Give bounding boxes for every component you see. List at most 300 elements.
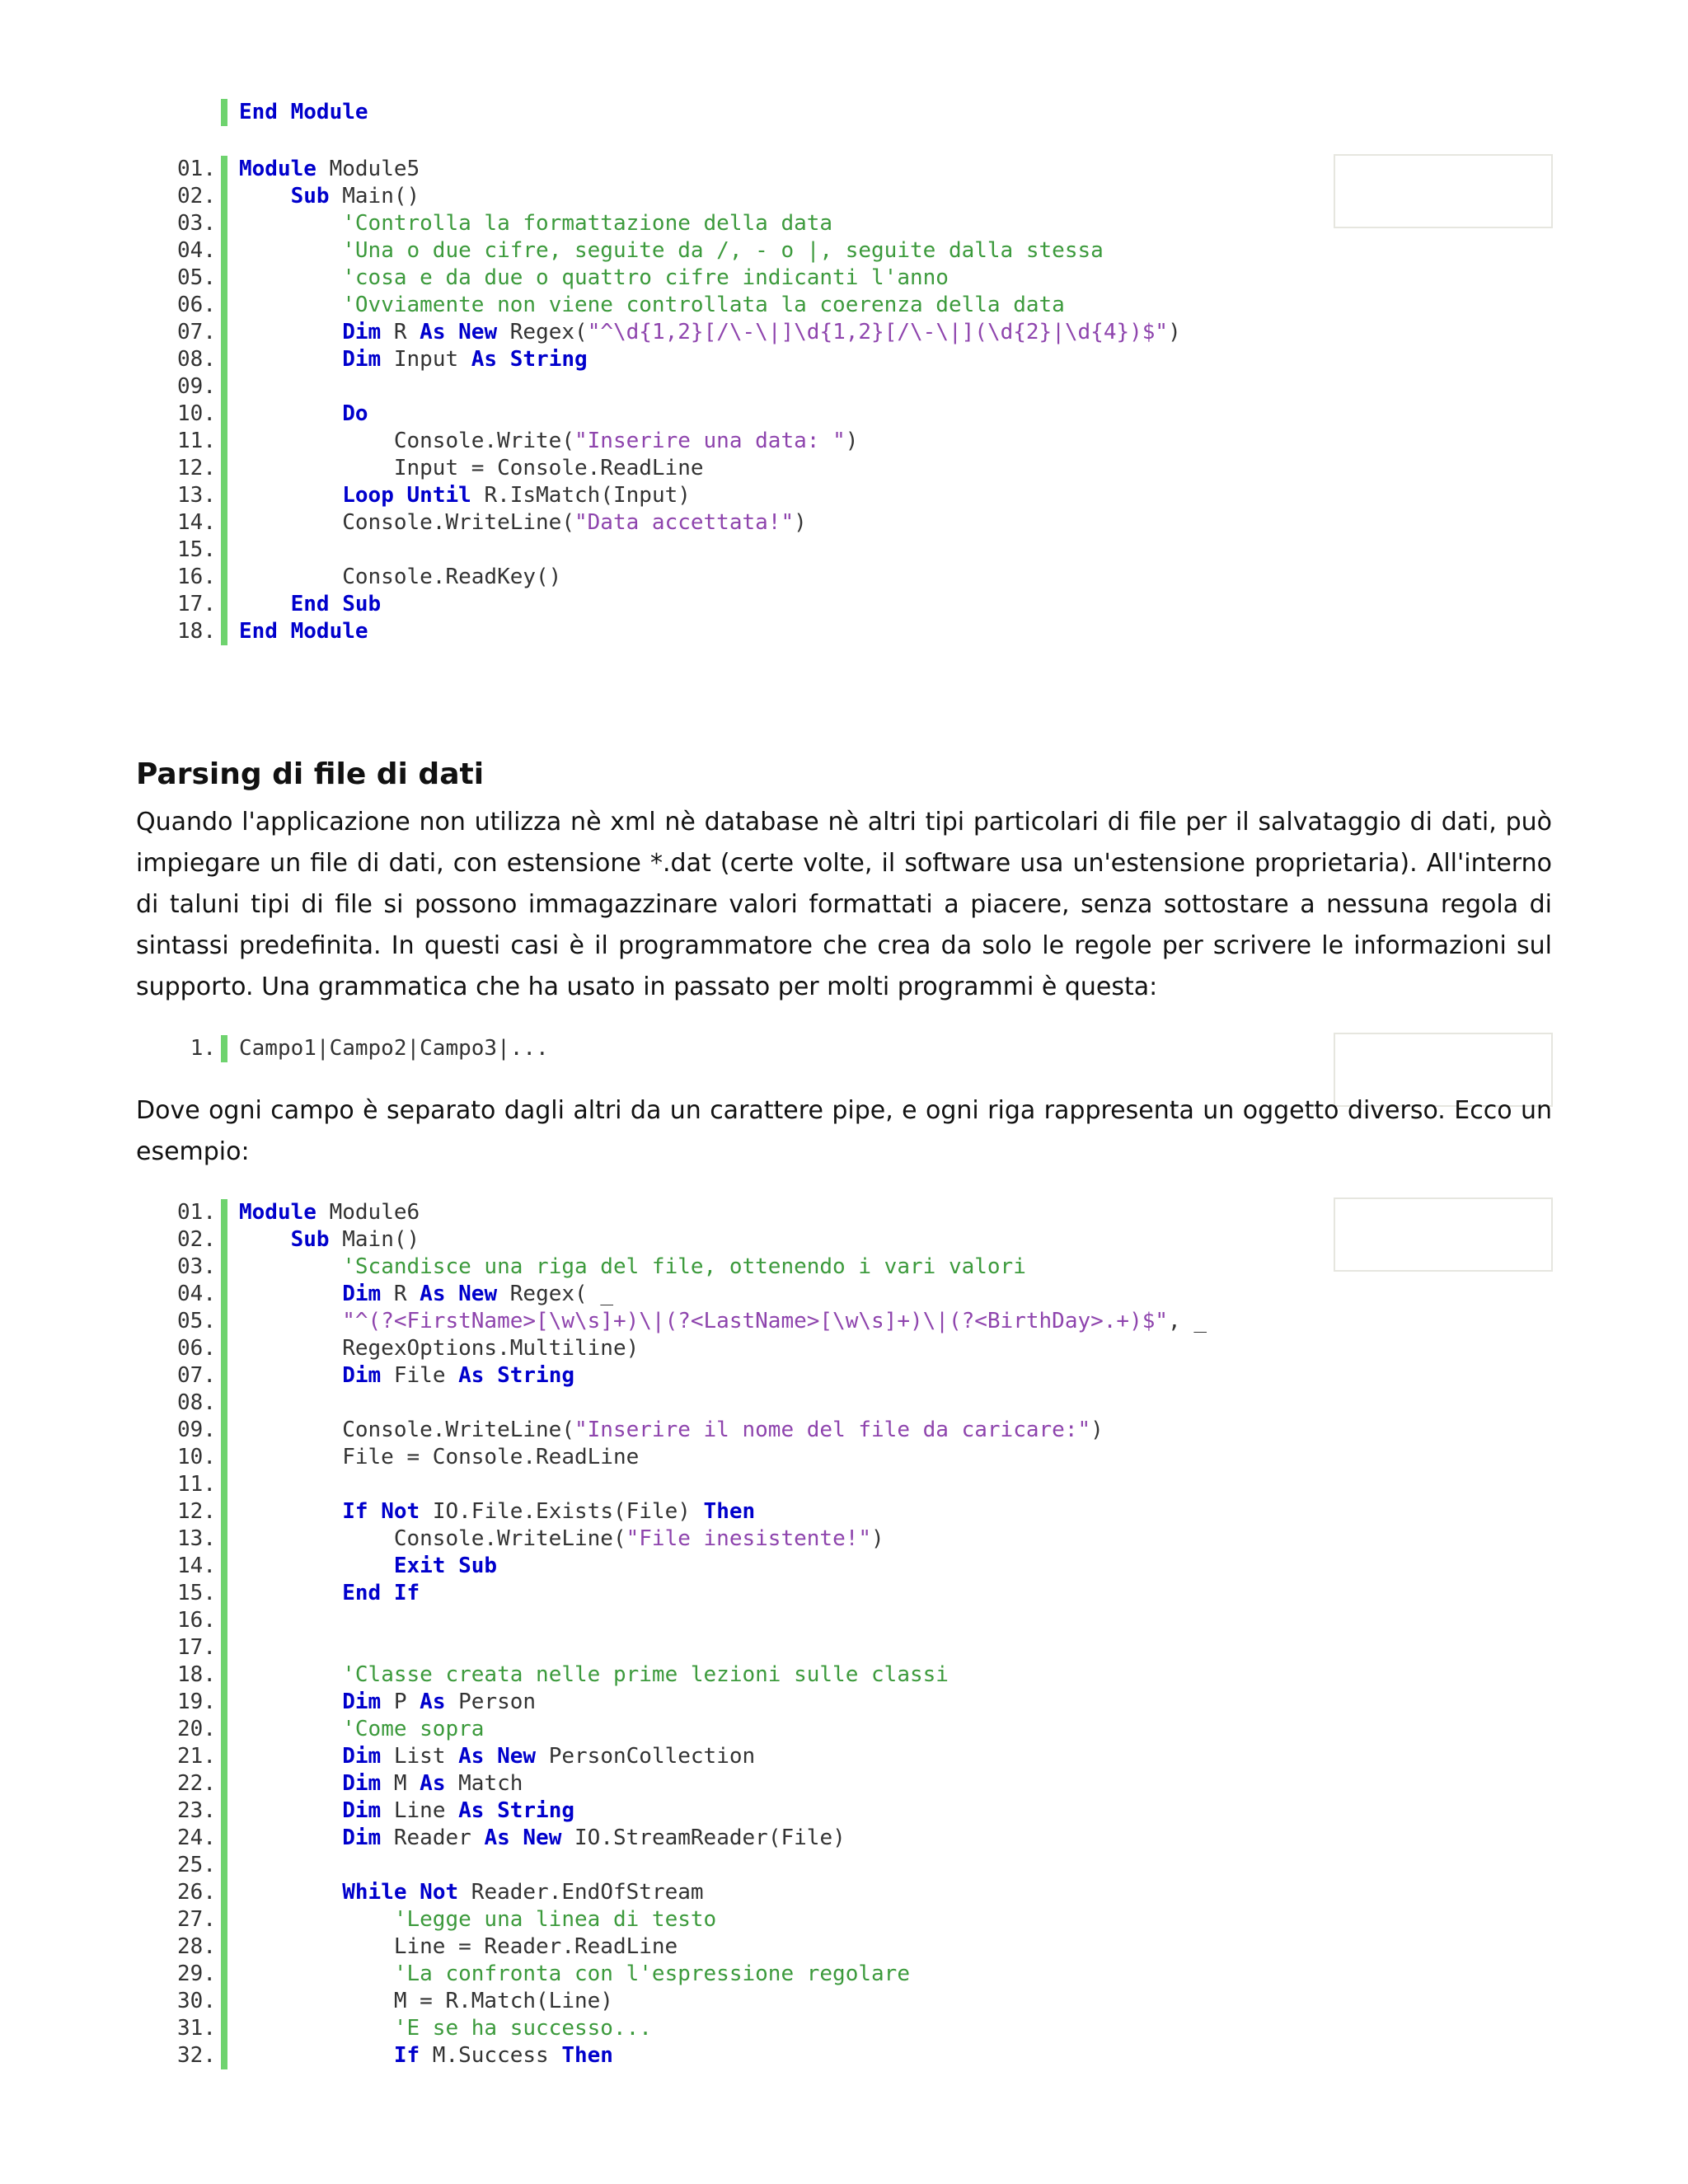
code-token: 'cosa e da due o quattro cifre indicanti l'anno <box>342 265 949 290</box>
code-token <box>239 1798 342 1823</box>
line-number: 16. <box>177 1608 216 1633</box>
code-token: R.IsMatch(Input) <box>471 483 691 508</box>
code-line <box>163 455 1181 482</box>
code-token: While <box>342 1880 407 1905</box>
code-line <box>163 2015 1207 2042</box>
code-text <box>239 2042 613 2069</box>
code-token <box>239 1880 342 1905</box>
gutter-bar <box>221 618 227 645</box>
code-block-module5 <box>163 156 1181 645</box>
gutter-bar <box>221 1661 227 1689</box>
code-line <box>163 265 1181 292</box>
code-line <box>163 319 1181 346</box>
gutter-bar <box>221 591 227 618</box>
line-number: 15. <box>177 537 216 562</box>
code-token: As <box>484 1825 510 1850</box>
gutter-bar <box>221 1281 227 1308</box>
code-line <box>163 373 1181 401</box>
line-number: 26. <box>177 1880 216 1905</box>
code-token: 'Legge una linea di testo <box>393 1907 717 1932</box>
code-token: New <box>458 1282 498 1306</box>
code-token: Module6 <box>316 1200 420 1225</box>
line-number: 12. <box>177 1499 216 1524</box>
code-line <box>163 1226 1207 1254</box>
code-text <box>239 1526 884 1553</box>
line-number: 14. <box>177 1554 216 1578</box>
code-toolbar[interactable] <box>1334 1197 1553 1272</box>
line-number: 18. <box>177 1662 216 1687</box>
gutter-bar <box>221 346 227 373</box>
code-token: Dim <box>342 347 382 372</box>
line-number: 15. <box>177 1581 216 1605</box>
code-token: M.Success <box>420 2043 562 2068</box>
code-token <box>239 1662 342 1687</box>
code-token: Input = Console.ReadLine <box>239 456 704 480</box>
code-token: Regex( _ <box>497 1282 613 1306</box>
gutter-bar <box>221 1035 227 1062</box>
code-token: Dim <box>342 1690 382 1714</box>
gutter-bar <box>221 1580 227 1607</box>
line-number: 06. <box>177 1336 216 1361</box>
code-token <box>239 1771 342 1796</box>
gutter-bar <box>221 1743 227 1770</box>
code-token: Match <box>445 1771 523 1796</box>
gutter-bar <box>221 1199 227 1226</box>
code-text <box>239 1988 613 2015</box>
code-block-module6 <box>163 1199 1207 2069</box>
code-line <box>163 564 1181 591</box>
gutter-bar <box>221 564 227 591</box>
code-token <box>239 1227 291 1252</box>
code-token: End If <box>342 1581 420 1605</box>
code-token <box>239 238 342 263</box>
paragraph-example: Dove ogni campo è separato dagli altri da un carattere pipe, e ogni riga rappresenta un oggetto diverso. Ecco un esempio: <box>136 1096 1552 1166</box>
code-token <box>484 1744 497 1769</box>
line-number: 05. <box>177 1309 216 1333</box>
gutter-bar <box>221 1498 227 1526</box>
code-token: As <box>471 347 498 372</box>
code-token <box>368 1499 382 1524</box>
code-line <box>163 482 1181 509</box>
gutter-bar <box>221 1254 227 1281</box>
line-number: 04. <box>177 238 216 263</box>
code-token: As <box>458 1744 485 1769</box>
code-token: Console.WriteLine( <box>239 510 574 535</box>
code-line <box>163 237 1181 265</box>
code-text <box>239 455 704 482</box>
line-number: 03. <box>177 211 216 236</box>
line-number: 21. <box>177 1744 216 1769</box>
code-token: New <box>497 1744 537 1769</box>
code-token <box>497 347 510 372</box>
line-number: 04. <box>177 1282 216 1306</box>
code-token: IO.StreamReader(File) <box>561 1825 846 1850</box>
code-token: ) <box>1090 1418 1104 1442</box>
gutter-bar <box>221 319 227 346</box>
code-token: ) <box>794 510 807 535</box>
code-line <box>163 618 1181 645</box>
gutter-bar <box>221 265 227 292</box>
gutter-bar <box>221 428 227 455</box>
code-text <box>239 1961 910 1988</box>
code-text <box>239 237 1104 265</box>
code-text <box>239 346 588 373</box>
code-line <box>163 1607 1207 1634</box>
code-line <box>163 1961 1207 1988</box>
code-token <box>239 1309 342 1333</box>
gutter-bar <box>221 455 227 482</box>
code-token: Console.Write( <box>239 429 574 453</box>
gutter-bar <box>221 1607 227 1634</box>
code-text <box>239 2015 652 2042</box>
code-line <box>163 210 1181 237</box>
code-line <box>163 591 1181 618</box>
code-text <box>239 1498 755 1526</box>
line-number: 01. <box>177 157 216 181</box>
code-line <box>163 1390 1207 1417</box>
code-line <box>163 1553 1207 1580</box>
code-token <box>239 1825 342 1850</box>
code-text <box>239 1825 846 1852</box>
code-token: R <box>381 320 420 344</box>
code-line <box>163 1770 1207 1797</box>
code-token <box>239 1282 342 1306</box>
code-token <box>394 483 407 508</box>
line-number: 16. <box>177 565 216 589</box>
gutter-bar <box>221 1961 227 1988</box>
code-token: List <box>381 1744 459 1769</box>
code-text <box>239 1444 639 1471</box>
code-token <box>239 1744 342 1769</box>
gutter-bar <box>221 1716 227 1743</box>
code-token <box>239 1363 342 1388</box>
code-text <box>239 99 368 126</box>
code-token: Not <box>420 1880 459 1905</box>
code-line <box>163 1879 1207 1906</box>
gutter-bar <box>221 156 227 183</box>
code-line <box>163 1471 1207 1498</box>
code-token <box>239 592 291 616</box>
code-line <box>163 99 368 126</box>
line-number: 13. <box>177 1526 216 1551</box>
code-text <box>239 1661 949 1689</box>
gutter-bar <box>221 373 227 401</box>
code-line <box>163 183 1181 210</box>
code-token: End Module <box>239 100 368 124</box>
code-token: ) <box>1168 320 1181 344</box>
code-text <box>239 1580 420 1607</box>
code-line <box>163 156 1181 183</box>
code-token: As <box>458 1363 485 1388</box>
code-text <box>239 1035 549 1062</box>
gutter-bar <box>221 1553 227 1580</box>
code-token: Then <box>561 2043 613 2068</box>
code-token <box>239 1581 342 1605</box>
code-token: 'La confronta con l'espressione regolare <box>393 1961 910 1986</box>
code-token <box>239 1554 394 1578</box>
code-toolbar[interactable] <box>1334 154 1553 228</box>
code-line <box>163 292 1181 319</box>
code-line <box>163 1906 1207 1933</box>
code-text <box>239 618 368 645</box>
code-text <box>239 401 368 428</box>
code-text <box>239 156 420 183</box>
gutter-bar <box>221 1825 227 1852</box>
code-token: RegexOptions.Multiline) <box>239 1336 640 1361</box>
line-number: 1. <box>190 1036 216 1061</box>
code-token: 'Una o due cifre, seguite da /, - o |, seguite dalla stessa <box>342 238 1104 263</box>
code-token <box>239 1717 342 1741</box>
code-text <box>239 428 858 455</box>
line-number: 28. <box>177 1934 216 1959</box>
code-token: Person <box>445 1690 537 1714</box>
code-token: As <box>420 1690 446 1714</box>
line-number: 22. <box>177 1771 216 1796</box>
code-line <box>163 2042 1207 2069</box>
code-text <box>239 1308 1207 1335</box>
gutter-bar <box>221 1526 227 1553</box>
code-text <box>239 265 949 292</box>
gutter-bar <box>221 292 227 319</box>
code-line <box>163 1417 1207 1444</box>
line-number: 02. <box>177 1227 216 1252</box>
code-block-grammar <box>163 1035 549 1062</box>
code-token <box>445 320 458 344</box>
line-number: 10. <box>177 1445 216 1469</box>
code-text <box>239 1906 716 1933</box>
gutter-bar <box>221 2042 227 2069</box>
code-text <box>239 509 807 537</box>
code-token: ) <box>845 429 859 453</box>
code-token: Not <box>381 1499 420 1524</box>
code-token: As <box>420 1282 446 1306</box>
line-number: 07. <box>177 320 216 344</box>
code-token: "^\d{1,2}[/\-\|]\d{1,2}[/\-\|](\d{2}|\d{4})$" <box>587 320 1169 344</box>
gutter-bar <box>221 2015 227 2042</box>
line-number: 18. <box>177 619 216 644</box>
code-token: Main() <box>329 1227 420 1252</box>
code-token: Then <box>703 1499 756 1524</box>
code-token: Line <box>381 1798 459 1823</box>
gutter-bar <box>221 1770 227 1797</box>
code-block-end-module <box>163 99 368 126</box>
line-number: 01. <box>177 1200 216 1225</box>
code-token: Main() <box>329 184 420 209</box>
code-token: Dim <box>342 320 382 344</box>
code-line <box>163 346 1181 373</box>
code-text <box>239 1199 420 1226</box>
code-token: "Inserire una data: " <box>574 429 846 453</box>
code-token: Regex( <box>497 320 588 344</box>
code-token <box>510 1825 523 1850</box>
code-token <box>484 1798 497 1823</box>
code-line <box>163 1035 549 1062</box>
line-number: 27. <box>177 1907 216 1932</box>
code-line <box>163 537 1181 564</box>
code-token: Reader.EndOfStream <box>458 1880 704 1905</box>
code-line <box>163 1308 1207 1335</box>
code-token: Dim <box>342 1825 382 1850</box>
code-token <box>239 184 291 209</box>
code-token: Dim <box>342 1363 382 1388</box>
code-line <box>163 1716 1207 1743</box>
code-text <box>239 1226 420 1254</box>
gutter-bar <box>221 1390 227 1417</box>
code-line <box>163 1988 1207 2015</box>
line-number: 32. <box>177 2043 216 2068</box>
code-line <box>163 1743 1207 1770</box>
gutter-bar <box>221 482 227 509</box>
gutter-bar <box>221 1634 227 1661</box>
code-token: Line = Reader.ReadLine <box>239 1934 678 1959</box>
gutter-bar <box>221 237 227 265</box>
code-token: , _ <box>1168 1309 1207 1333</box>
line-number: 20. <box>177 1717 216 1741</box>
gutter-bar <box>221 183 227 210</box>
code-token: String <box>497 1798 575 1823</box>
gutter-bar <box>221 1906 227 1933</box>
code-token: String <box>509 347 588 372</box>
gutter-bar <box>221 1417 227 1444</box>
code-line <box>163 1825 1207 1852</box>
code-text <box>239 292 1065 319</box>
code-text <box>239 1362 574 1390</box>
code-token: 'E se ha successo... <box>393 2016 652 2041</box>
code-token: Input <box>381 347 471 372</box>
code-token: String <box>497 1363 575 1388</box>
code-token: R <box>381 1282 420 1306</box>
code-token: ) <box>871 1526 884 1551</box>
code-text <box>239 482 691 509</box>
line-number: 25. <box>177 1853 216 1877</box>
code-line <box>163 1362 1207 1390</box>
code-token: Dim <box>342 1744 382 1769</box>
code-token <box>239 211 342 236</box>
gutter-bar <box>221 1444 227 1471</box>
code-text <box>239 183 420 210</box>
code-token: "Data accettata!" <box>574 510 795 535</box>
code-token: Until <box>406 483 471 508</box>
code-token <box>445 1282 458 1306</box>
code-token: As <box>420 1771 446 1796</box>
gutter-bar <box>221 1852 227 1879</box>
gutter-bar <box>221 1988 227 2015</box>
code-token: Exit Sub <box>393 1554 498 1578</box>
code-text <box>239 1254 1026 1281</box>
code-token: File <box>381 1363 459 1388</box>
gutter-bar <box>221 1335 227 1362</box>
code-token: Console.WriteLine( <box>239 1418 574 1442</box>
code-line <box>163 1335 1207 1362</box>
code-token <box>407 1880 420 1905</box>
code-token: "File inesistente!" <box>626 1526 872 1551</box>
line-number: 03. <box>177 1254 216 1279</box>
code-text <box>239 1335 639 1362</box>
line-number: 31. <box>177 2016 216 2041</box>
gutter-bar <box>221 1689 227 1716</box>
code-text <box>239 1689 536 1716</box>
code-line <box>163 509 1181 537</box>
line-number: 17. <box>177 592 216 616</box>
code-line <box>163 1580 1207 1607</box>
gutter-bar <box>221 537 227 564</box>
line-number: 23. <box>177 1798 216 1823</box>
code-token: IO.File.Exists(File) <box>420 1499 704 1524</box>
line-number: 11. <box>177 1472 216 1497</box>
code-token <box>239 2043 394 2068</box>
code-token: P <box>381 1690 420 1714</box>
paragraph-intro: Quando l'applicazione non utilizza nè xml nè database nè altri tipi particolari di file per il salvataggio di dati, può impiegare un file di dati, con estensione *.dat (certe volte, il software usa un'estensione proprietaria). All'interno di taluni tipi di file si possono immagazzinare valori formattati a piacere, senza sottostare a nessuna regola di sintassi predefinita. In questi casi è il programmatore che crea da solo le regole per scrivere le informazioni sul supporto. Una grammatica che ha usato in passato per molti programmi è questa: <box>136 808 1552 1001</box>
code-token <box>484 1363 497 1388</box>
line-number: 12. <box>177 456 216 480</box>
code-token <box>239 1961 394 1986</box>
code-token <box>239 2016 394 2041</box>
code-token: M = R.Match(Line) <box>239 1989 613 2013</box>
code-token: End Sub <box>290 592 382 616</box>
code-token: If <box>393 2043 420 2068</box>
code-text <box>239 1797 574 1825</box>
code-line <box>163 1281 1207 1308</box>
code-token: Console.ReadKey() <box>239 565 562 589</box>
line-number: 06. <box>177 293 216 317</box>
code-text <box>239 1770 523 1797</box>
code-token <box>239 1907 394 1932</box>
gutter-bar <box>221 1471 227 1498</box>
gutter-bar <box>221 1226 227 1254</box>
code-line <box>163 1444 1207 1471</box>
code-text <box>239 1553 497 1580</box>
line-number: 24. <box>177 1825 216 1850</box>
line-number: 14. <box>177 510 216 535</box>
gutter-bar <box>221 509 227 537</box>
code-token: "^(?<FirstName>[\w\s]+)\|(?<LastName>[\w\s]+)\|(?<BirthDay>.+)$" <box>342 1309 1169 1333</box>
code-text <box>239 1281 613 1308</box>
code-token <box>239 347 342 372</box>
code-text <box>239 1716 484 1743</box>
code-token: 'Scandisce una riga del file, ottenendo i vari valori <box>342 1254 1026 1279</box>
code-token: Sub <box>290 184 330 209</box>
code-line <box>163 428 1181 455</box>
line-number: 09. <box>177 1418 216 1442</box>
code-line <box>163 1634 1207 1661</box>
code-token <box>239 320 342 344</box>
gutter-bar <box>221 1362 227 1390</box>
code-line <box>163 401 1181 428</box>
code-token: Dim <box>342 1798 382 1823</box>
line-number: 17. <box>177 1635 216 1660</box>
line-number: 19. <box>177 1690 216 1714</box>
line-number: 09. <box>177 374 216 399</box>
code-token <box>239 401 342 426</box>
code-token: New <box>458 320 498 344</box>
code-token: Campo1|Campo2|Campo3|... <box>239 1036 549 1061</box>
gutter-bar <box>221 1797 227 1825</box>
code-token: Module <box>239 1200 316 1225</box>
code-token: End Module <box>239 619 368 644</box>
line-number: 11. <box>177 429 216 453</box>
code-token: If <box>342 1499 368 1524</box>
line-number: 13. <box>177 483 216 508</box>
code-line <box>163 1526 1207 1553</box>
section-title: Parsing di file di dati <box>136 757 485 791</box>
code-text <box>239 1417 1104 1444</box>
line-number: 05. <box>177 265 216 290</box>
code-line <box>163 1254 1207 1281</box>
line-number: 10. <box>177 401 216 426</box>
code-token: As <box>420 320 446 344</box>
code-line <box>163 1498 1207 1526</box>
code-token: 'Come sopra <box>342 1717 485 1741</box>
